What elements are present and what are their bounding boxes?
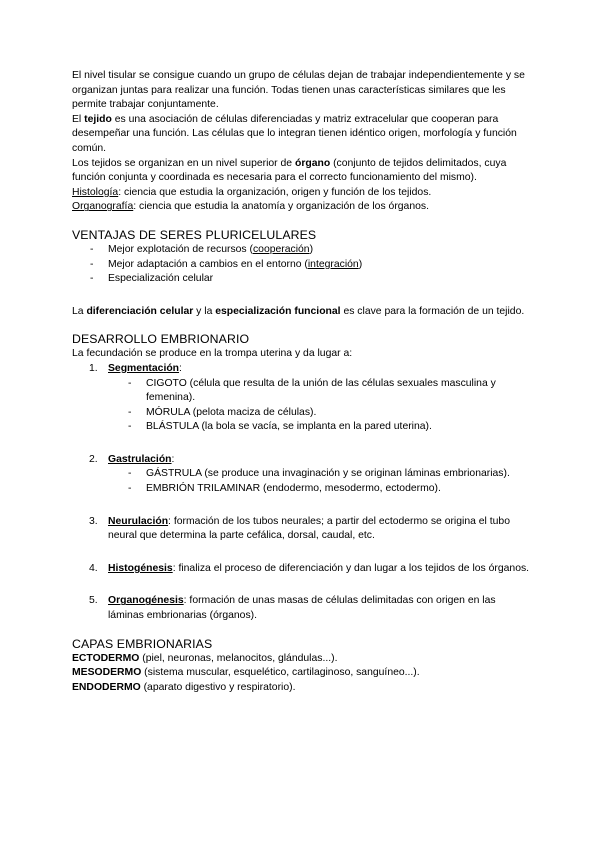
capa-mesodermo: MESODERMO (sistema muscular, esquelético, cartilaginoso, sanguíneo...). [72,667,420,679]
step-histogenesis: 4. Histogénesis: finaliza el proceso de diferenciación y dan lugar a los tejidos de los órganos. [89,562,530,574]
term-organo: órgano [294,157,331,169]
desarrollo-lead: La fecundación se produce en la trompa uterina y da lugar a: [72,348,353,360]
capa-endodermo: ENDODERMO (aparato digestivo y respiratorio). [72,681,296,693]
capa-ectodermo: ECTODERMO (piel, neuronas, melanocitos, glándulas...). [72,652,338,664]
ventajas-list [72,243,534,287]
definition-histologia: Histología: ciencia que estudia la organización, origen y función de los tejidos. [72,186,432,198]
step-segmentacion: 1. Segmentación: [89,362,182,374]
list-item: - MÓRULA (pelota maciza de células). [128,406,534,421]
definition-organografia: Organografía: ciencia que estudia la anatomía y organización de los órganos. [72,201,429,213]
ventajas-note: La diferenciación celular y la especialización funcional es clave para la formación de un tejido. [72,305,525,317]
list-item: - GÁSTRULA (se produce una invaginación y se originan láminas embrionarias). [128,467,534,482]
list-item: - BLÁSTULA (la bola se vacía, se implanta en la pared uterina). [128,420,534,435]
term-tejido: tejido [84,113,112,125]
heading-desarrollo: DESARROLLO EMBRIONARIO [72,332,250,347]
step-organogenesis: 5. Organogénesis: formación de unas masas de células delimitadas con origen en las láminas embrionarias (órganos). [89,595,496,622]
intro-paragraph-3: Los tejidos se organizan en un nivel superior de órgano (conjunto de tejidos delimitados, cuya función conjunta y coordinada es necesaria para el correcto funcionamiento del mismo). [72,157,507,184]
list-item: - Especialización celular [72,272,534,287]
list-item: - Mejor adaptación a cambios en el entorno (integración) [72,258,534,273]
list-item: - CIGOTO (célula que resulta de la unión de las células sexuales masculina y femenina). [128,377,534,406]
intro-paragraph-1: El nivel tisular se consigue cuando un grupo de células dejan de trabajar independientemente y se organizan juntas para realizar una función. Todas tienen unas características similares que les permite trabajar conjuntamente. [72,70,525,111]
intro-paragraph-2: El tejido es una asociación de células diferenciadas y matriz extracelular que cooperan para desempeñar una función. Las células que lo integran tienen idéntico origen, morfología y función común. [72,113,517,154]
heading-capas: CAPAS EMBRIONARIAS [72,636,213,651]
list-item: - Mejor explotación de recursos (cooperación) [72,243,534,258]
step-gastrulacion: 2. Gastrulación: [89,453,175,465]
list-item: - EMBRIÓN TRILAMINAR (endodermo, mesodermo, ectodermo). [128,482,534,497]
segmentacion-sublist [128,377,534,435]
document-page [72,69,534,695]
step-neurulacion: 3. Neurulación: formación de los tubos neurales; a partir del ectodermo se origina el tubo neural que determina la parte cefálica, dorsal, caudal, etc. [89,515,510,542]
heading-ventajas: VENTAJAS DE SERES PLURICELULARES [72,227,317,242]
gastrulacion-sublist [128,467,534,496]
